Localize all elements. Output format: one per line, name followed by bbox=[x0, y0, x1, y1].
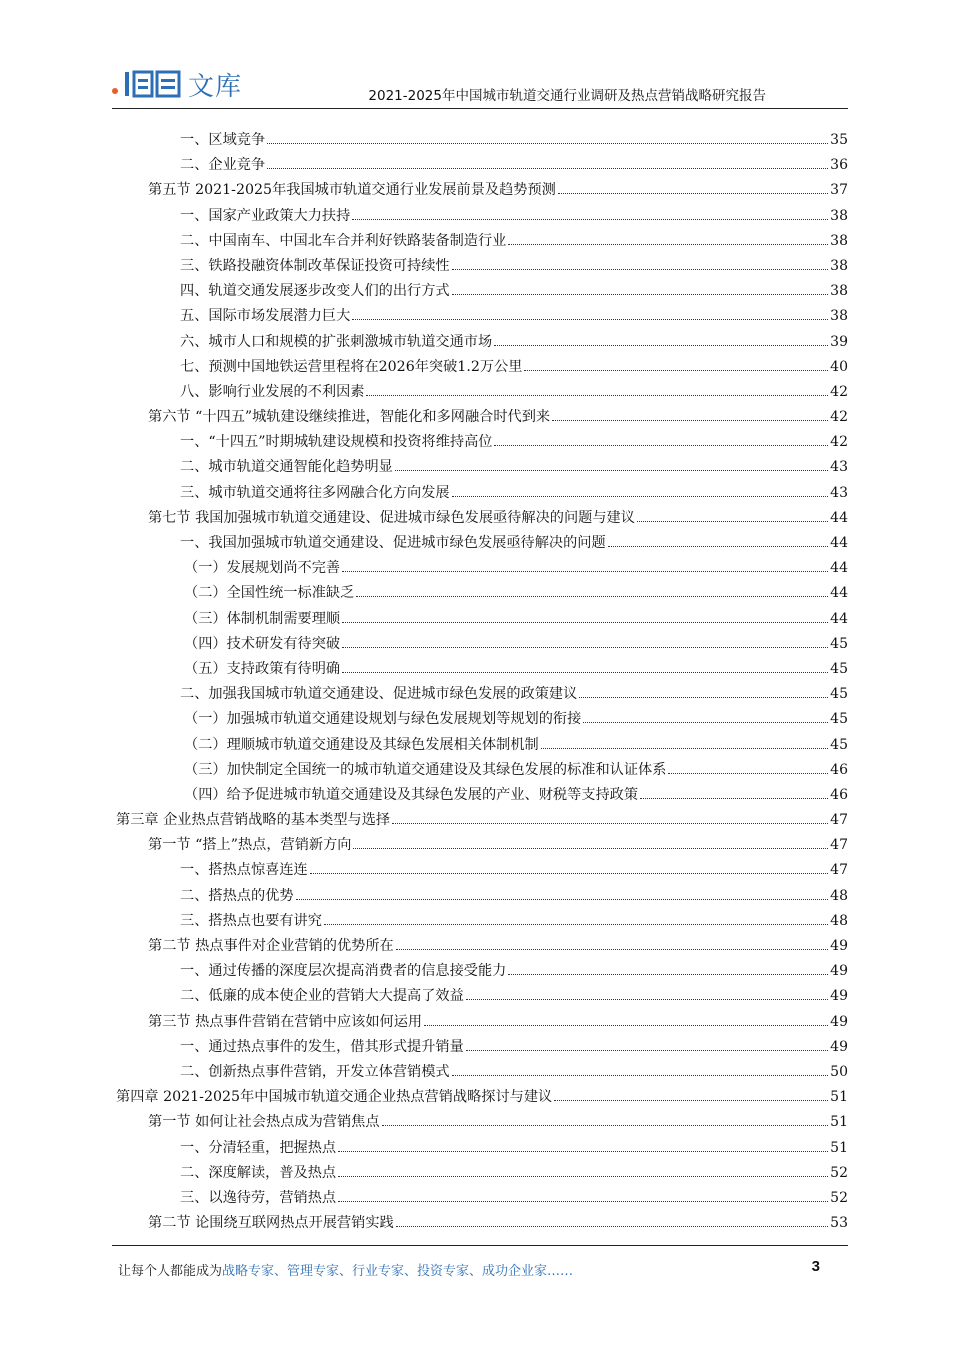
toc-entry-label: 第二节 热点事件对企业营销的优势所在 bbox=[148, 938, 394, 954]
toc-entry[interactable] bbox=[112, 279, 848, 304]
toc-leader-dots bbox=[342, 622, 828, 623]
toc-entry-page: 39 bbox=[830, 333, 848, 350]
toc-leader-dots bbox=[452, 496, 829, 497]
report-title: 2021-2025年中国城市轨道交通行业调研及热点营销战略研究报告 bbox=[368, 88, 766, 104]
page-number: 3 bbox=[811, 1258, 820, 1275]
toc-entry-label: 第七节 我国加强城市轨道交通建设、促进城市绿色发展亟待解决的问题与建议 bbox=[148, 509, 635, 526]
toc-entry[interactable] bbox=[112, 682, 848, 707]
toc-entry[interactable] bbox=[112, 1211, 848, 1236]
toc-leader-dots bbox=[524, 370, 828, 371]
brand-logo bbox=[112, 66, 242, 102]
header-divider bbox=[112, 108, 848, 109]
toc-leader-dots bbox=[353, 848, 828, 849]
toc-leader-dots bbox=[552, 420, 828, 421]
toc-entry-label: （二）理顺城市轨道交通建设及其绿色发展相关体制机制 bbox=[184, 736, 539, 753]
toc-entry[interactable] bbox=[112, 808, 848, 833]
toc-entry-page: 47 bbox=[830, 837, 848, 854]
toc-entry-page: 44 bbox=[830, 535, 848, 551]
toc-leader-dots bbox=[338, 1151, 828, 1152]
toc-leader-dots bbox=[395, 470, 828, 471]
toc-entry-page: 38 bbox=[830, 308, 848, 325]
toc-entry[interactable] bbox=[112, 153, 848, 178]
toc-entry[interactable] bbox=[112, 506, 848, 531]
toc-entry-label: 一、“十四五”时期城轨建设规模和投资将维持高位 bbox=[180, 434, 493, 451]
toc-entry[interactable] bbox=[112, 355, 848, 380]
toc-entry-label: 三、铁路投融资体制改革保证投资可持续性 bbox=[180, 257, 450, 274]
page-footer bbox=[118, 1260, 838, 1279]
toc-entry-page: 50 bbox=[830, 1063, 848, 1080]
footer-divider bbox=[112, 1245, 848, 1246]
toc-entry[interactable] bbox=[112, 581, 848, 606]
toc-entry-label: 四、轨道交通发展逐步改变人们的出行方式 bbox=[180, 283, 450, 300]
toc-leader-dots bbox=[452, 269, 829, 270]
toc-entry[interactable] bbox=[112, 304, 848, 329]
toc-entry[interactable] bbox=[112, 984, 848, 1009]
toc-entry-page: 49 bbox=[830, 963, 848, 980]
toc-entry-label: 一、我国加强城市轨道交通建设、促进城市绿色发展亟待解决的问题 bbox=[180, 535, 606, 551]
toc-entry-label: 三、以逸待劳，营销热点 bbox=[180, 1189, 337, 1206]
table-of-contents bbox=[112, 128, 848, 1236]
toc-entry[interactable] bbox=[112, 959, 848, 984]
toc-leader-dots bbox=[508, 974, 828, 975]
toc-entry-label: 二、加强我国城市轨道交通建设、促进城市绿色发展的政策建议 bbox=[180, 686, 578, 703]
toc-entry[interactable] bbox=[112, 1035, 848, 1060]
toc-entry-page: 48 bbox=[830, 887, 848, 904]
toc-entry[interactable] bbox=[112, 783, 848, 808]
toc-leader-dots bbox=[382, 1125, 829, 1126]
toc-entry-label: 三、搭热点也要有讲究 bbox=[180, 912, 322, 929]
toc-entry-label: 第五节 2021-2025年我国城市轨道交通行业发展前景及趋势预测 bbox=[148, 182, 556, 199]
footer-slogan: 战略专家、管理专家、行业专家、投资专家、成功企业家…… bbox=[222, 1264, 574, 1279]
toc-leader-dots bbox=[338, 1201, 828, 1202]
toc-leader-dots bbox=[583, 722, 828, 723]
toc-leader-dots bbox=[356, 596, 828, 597]
toc-entry-page: 47 bbox=[830, 812, 848, 829]
toc-entry-page: 38 bbox=[830, 257, 848, 274]
toc-entry[interactable] bbox=[112, 556, 848, 581]
toc-entry-label: 二、城市轨道交通智能化趋势明显 bbox=[180, 459, 393, 476]
toc-entry-label: 六、城市人口和规模的扩张刺激城市轨道交通市场 bbox=[180, 333, 493, 350]
toc-leader-dots bbox=[508, 244, 828, 245]
toc-entry-label: 第三节 热点事件营销在营销中应该如何运用 bbox=[148, 1013, 423, 1030]
toc-entry-label: 一、搭热点惊喜连连 bbox=[180, 862, 308, 879]
toc-entry-page: 42 bbox=[830, 383, 848, 400]
toc-entry-label: （五）支持政策有待明确 bbox=[184, 660, 341, 677]
toc-entry-label: 三、城市轨道交通将往多网融合化方向发展 bbox=[180, 484, 450, 501]
toc-entry[interactable] bbox=[112, 405, 848, 430]
toc-leader-dots bbox=[342, 672, 828, 673]
toc-entry[interactable] bbox=[112, 934, 848, 959]
toc-entry-page: 51 bbox=[830, 1089, 848, 1106]
toc-leader-dots bbox=[466, 1050, 828, 1051]
toc-entry-page: 37 bbox=[830, 182, 848, 199]
toc-entry-page: 42 bbox=[830, 434, 848, 451]
toc-entry-label: 第三章 企业热点营销战略的基本类型与选择 bbox=[116, 812, 391, 829]
toc-leader-dots bbox=[296, 899, 829, 900]
toc-entry[interactable] bbox=[112, 430, 848, 455]
toc-entry-label: 二、低廉的成本使企业的营销大大提高了效益 bbox=[180, 988, 464, 1005]
toc-entry-page: 49 bbox=[830, 988, 848, 1005]
toc-entry-label: 一、通过热点事件的发生，借其形式提升销量 bbox=[180, 1038, 464, 1055]
toc-entry-page: 52 bbox=[830, 1164, 848, 1181]
toc-entry[interactable] bbox=[112, 1110, 848, 1135]
toc-entry-page: 45 bbox=[830, 736, 848, 753]
toc-entry-label: 七、预测中国地铁运营里程将在2026年突破1.2万公里 bbox=[180, 358, 523, 375]
toc-entry-page: 48 bbox=[830, 912, 848, 929]
toc-leader-dots bbox=[637, 521, 828, 522]
toc-entry-label: （四）技术研发有待突破 bbox=[184, 635, 341, 652]
toc-entry[interactable] bbox=[112, 229, 848, 254]
toc-leader-dots bbox=[668, 773, 828, 774]
toc-entry-label: 一、区域竞争 bbox=[180, 132, 266, 148]
toc-entry-page: 53 bbox=[830, 1215, 848, 1232]
toc-leader-dots bbox=[342, 647, 828, 648]
toc-entry[interactable] bbox=[112, 607, 848, 632]
toc-entry-label: 二、创新热点事件营销，开发立体营销模式 bbox=[180, 1063, 450, 1080]
toc-entry-label: 八、影响行业发展的不利因素 bbox=[180, 383, 365, 400]
toc-entry[interactable] bbox=[112, 178, 848, 203]
toc-entry-page: 40 bbox=[830, 358, 848, 375]
toc-leader-dots bbox=[452, 1075, 829, 1076]
toc-entry-page: 52 bbox=[830, 1189, 848, 1206]
toc-entry-label: 二、搭热点的优势 bbox=[180, 887, 294, 904]
toc-entry-page: 43 bbox=[830, 459, 848, 476]
toc-entry-page: 46 bbox=[830, 786, 848, 803]
toc-leader-dots bbox=[541, 748, 828, 749]
toc-entry-page: 46 bbox=[830, 761, 848, 778]
toc-entry[interactable] bbox=[112, 481, 848, 506]
toc-entry-page: 45 bbox=[830, 635, 848, 652]
toc-entry-label: 二、中国南车、中国北车合并利好铁路装备制造行业 bbox=[180, 232, 507, 249]
toc-entry-page: 42 bbox=[830, 409, 848, 426]
toc-entry-label: 一、分清轻重，把握热点 bbox=[180, 1139, 337, 1156]
toc-entry[interactable] bbox=[112, 204, 848, 229]
toc-entry-page: 38 bbox=[830, 207, 848, 224]
toc-entry-label: 第四章 2021-2025年中国城市轨道交通企业热点营销战略探讨与建议 bbox=[116, 1089, 553, 1106]
logo-mark-icon bbox=[124, 70, 182, 98]
toc-entry-label: （三）加快制定全国统一的城市轨道交通建设及其绿色发展的标准和认证体系 bbox=[184, 761, 667, 778]
toc-leader-dots bbox=[494, 345, 828, 346]
brand-name: 文库 bbox=[188, 71, 243, 102]
toc-entry[interactable] bbox=[112, 1161, 848, 1186]
toc-entry[interactable] bbox=[112, 858, 848, 883]
toc-entry-label: 一、通过传播的深度层次提高消费者的信息接受能力 bbox=[180, 963, 507, 980]
toc-entry-label: 第六节 “十四五”城轨建设继续推进，智能化和多网融合时代到来 bbox=[148, 409, 551, 426]
toc-leader-dots bbox=[310, 873, 828, 874]
toc-entry-label: 第一节 如何让社会热点成为营销焦点 bbox=[148, 1114, 380, 1131]
toc-entry[interactable] bbox=[112, 128, 848, 153]
toc-entry[interactable] bbox=[112, 833, 848, 858]
toc-entry[interactable] bbox=[112, 632, 848, 657]
toc-entry-page: 45 bbox=[830, 660, 848, 677]
toc-entry[interactable] bbox=[112, 455, 848, 480]
toc-entry-label: 五、国际市场发展潜力巨大 bbox=[180, 308, 351, 325]
toc-entry-page: 45 bbox=[830, 686, 848, 703]
toc-leader-dots bbox=[608, 546, 829, 547]
toc-entry-page: 44 bbox=[830, 585, 848, 602]
toc-entry-page: 45 bbox=[830, 711, 848, 728]
toc-entry[interactable] bbox=[112, 657, 848, 682]
toc-entry-page: 44 bbox=[830, 509, 848, 526]
toc-entry[interactable] bbox=[112, 1085, 848, 1110]
page-header bbox=[112, 60, 848, 108]
toc-entry-label: 一、国家产业政策大力扶持 bbox=[180, 207, 351, 224]
toc-leader-dots bbox=[352, 219, 828, 220]
toc-entry[interactable] bbox=[112, 758, 848, 783]
toc-entry[interactable] bbox=[112, 330, 848, 355]
toc-entry-label: 二、深度解读，普及热点 bbox=[180, 1164, 337, 1181]
toc-entry-page: 35 bbox=[830, 132, 848, 148]
toc-leader-dots bbox=[352, 319, 828, 320]
logo-dot-icon bbox=[112, 88, 118, 94]
toc-entry[interactable] bbox=[112, 884, 848, 909]
toc-leader-dots bbox=[494, 445, 828, 446]
toc-leader-dots bbox=[579, 697, 828, 698]
toc-entry[interactable] bbox=[112, 1010, 848, 1035]
toc-entry-page: 36 bbox=[830, 157, 848, 174]
toc-entry-page: 49 bbox=[830, 1013, 848, 1030]
toc-entry-label: 第二节 论围绕互联网热点开展营销实践 bbox=[148, 1215, 394, 1232]
toc-entry-page: 51 bbox=[830, 1139, 848, 1156]
toc-entry-page: 44 bbox=[830, 560, 848, 577]
toc-leader-dots bbox=[558, 193, 828, 194]
toc-entry[interactable] bbox=[112, 1136, 848, 1161]
toc-entry-label: （二）全国性统一标准缺乏 bbox=[184, 585, 355, 602]
toc-entry[interactable] bbox=[112, 1060, 848, 1085]
toc-entry-label: （一）发展规划尚不完善 bbox=[184, 560, 341, 577]
toc-entry-label: 二、企业竞争 bbox=[180, 157, 266, 174]
toc-leader-dots bbox=[452, 294, 829, 295]
toc-leader-dots bbox=[396, 1226, 828, 1227]
toc-entry[interactable] bbox=[112, 707, 848, 732]
footer-lead: 让每个人都能成为 bbox=[118, 1264, 223, 1279]
toc-entry[interactable] bbox=[112, 909, 848, 934]
toc-leader-dots bbox=[396, 949, 828, 950]
toc-leader-dots bbox=[554, 1100, 828, 1101]
toc-entry-page: 47 bbox=[830, 862, 848, 879]
toc-leader-dots bbox=[392, 823, 828, 824]
toc-leader-dots bbox=[640, 798, 828, 799]
toc-leader-dots bbox=[338, 1176, 828, 1177]
toc-entry-page: 49 bbox=[830, 1038, 848, 1055]
toc-entry[interactable] bbox=[112, 380, 848, 405]
toc-leader-dots bbox=[267, 168, 828, 169]
toc-entry-page: 38 bbox=[830, 283, 848, 300]
toc-entry-label: （一）加强城市轨道交通建设规划与绿色发展规划等规划的衔接 bbox=[184, 711, 582, 728]
toc-leader-dots bbox=[424, 1025, 828, 1026]
toc-entry-page: 43 bbox=[830, 484, 848, 501]
toc-leader-dots bbox=[466, 999, 828, 1000]
toc-leader-dots bbox=[366, 395, 828, 396]
toc-leader-dots bbox=[342, 571, 828, 572]
toc-leader-dots bbox=[267, 143, 828, 144]
toc-entry-label: （四）给予促进城市轨道交通建设及其绿色发展的产业、财税等支持政策 bbox=[184, 786, 639, 803]
toc-entry-page: 44 bbox=[830, 610, 848, 627]
toc-leader-dots bbox=[324, 924, 828, 925]
toc-entry-page: 49 bbox=[830, 938, 848, 954]
toc-entry-page: 51 bbox=[830, 1114, 848, 1131]
toc-entry-label: 第一节 “搭上”热点，营销新方向 bbox=[148, 837, 352, 854]
toc-entry[interactable] bbox=[112, 733, 848, 758]
toc-entry[interactable] bbox=[112, 254, 848, 279]
toc-entry[interactable] bbox=[112, 1186, 848, 1211]
toc-entry-label: （三）体制机制需要理顺 bbox=[184, 610, 341, 627]
toc-entry[interactable] bbox=[112, 531, 848, 556]
toc-entry-page: 38 bbox=[830, 232, 848, 249]
